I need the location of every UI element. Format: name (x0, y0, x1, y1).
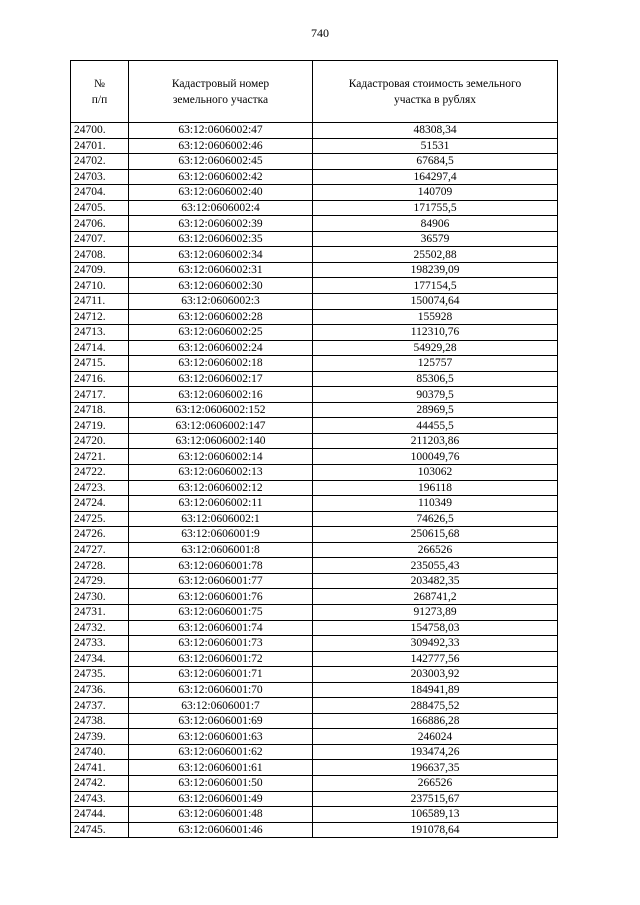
cadastral-cost-cell: 51531 (313, 138, 558, 154)
row-number-cell: 24738. (71, 713, 129, 729)
cadastral-cost-cell: 84906 (313, 216, 558, 232)
cadastral-number-cell: 63:12:0606002:1 (129, 511, 313, 527)
cadastral-cost-cell: 48308,34 (313, 123, 558, 139)
cadastral-number-cell: 63:12:0606001:61 (129, 760, 313, 776)
cadastral-cost-cell: 150074,64 (313, 294, 558, 310)
header-cadastral-number-line1: Кадастровый номер (171, 77, 270, 90)
cadastral-cost-cell: 211203,86 (313, 433, 558, 449)
row-number-cell: 24724. (71, 496, 129, 512)
cadastral-number-cell: 63:12:0606002:152 (129, 402, 313, 418)
table-row (71, 636, 558, 652)
cadastral-cost-cell: 154758,03 (313, 620, 558, 636)
cadastral-number-cell: 63:12:0606002:25 (129, 325, 313, 341)
cadastral-cost-cell: 193474,26 (313, 744, 558, 760)
cadastral-cost-cell: 246024 (313, 729, 558, 745)
row-number-cell: 24712. (71, 309, 129, 325)
cadastral-cost-cell: 164297,4 (313, 169, 558, 185)
row-number-cell: 24709. (71, 262, 129, 278)
row-number-cell: 24727. (71, 542, 129, 558)
row-number-cell: 24707. (71, 231, 129, 247)
header-cadastral-cost (313, 61, 558, 123)
cadastral-cost-cell: 196637,35 (313, 760, 558, 776)
cadastral-cost-cell: 309492,33 (313, 636, 558, 652)
row-number-cell: 24721. (71, 449, 129, 465)
cadastral-number-cell: 63:12:0606001:9 (129, 527, 313, 543)
cadastral-number-cell: 63:12:0606001:70 (129, 682, 313, 698)
cadastral-number-cell: 63:12:0606002:3 (129, 294, 313, 310)
cadastral-number-cell: 63:12:0606002:46 (129, 138, 313, 154)
table-row (71, 402, 558, 418)
row-number-cell: 24743. (71, 791, 129, 807)
header-row-number-line1: № (94, 77, 105, 90)
row-number-cell: 24704. (71, 185, 129, 201)
table-row (71, 791, 558, 807)
cadastral-cost-cell: 198239,09 (313, 262, 558, 278)
cadastral-number-cell: 63:12:0606002:16 (129, 387, 313, 403)
row-number-cell: 24728. (71, 558, 129, 574)
cadastral-number-cell: 63:12:0606002:140 (129, 433, 313, 449)
row-number-cell: 24735. (71, 667, 129, 683)
table-row (71, 216, 558, 232)
header-cadastral-cost-line1: Кадастровая стоимость земельного (348, 77, 522, 90)
table-row (71, 775, 558, 791)
table-row (71, 200, 558, 216)
cadastral-number-cell: 63:12:0606002:35 (129, 231, 313, 247)
table-row (71, 309, 558, 325)
cadastral-cost-cell: 91273,89 (313, 604, 558, 620)
cadastral-cost-cell: 237515,67 (313, 791, 558, 807)
table-row (71, 340, 558, 356)
table-row (71, 465, 558, 481)
row-number-cell: 24703. (71, 169, 129, 185)
table-row (71, 822, 558, 838)
cadastral-number-cell: 63:12:0606002:17 (129, 371, 313, 387)
cadastral-number-cell: 63:12:0606001:63 (129, 729, 313, 745)
table-row (71, 807, 558, 823)
header-cadastral-cost-line2: участка в рублях (393, 93, 476, 106)
cadastral-cost-cell: 103062 (313, 465, 558, 481)
cadastral-number-cell: 63:12:0606001:77 (129, 573, 313, 589)
table-row (71, 480, 558, 496)
cadastral-cost-cell: 36579 (313, 231, 558, 247)
header-row-number-line2: п/п (91, 93, 108, 106)
table-row (71, 558, 558, 574)
table-row (71, 418, 558, 434)
table-row (71, 169, 558, 185)
cadastral-cost-cell: 166886,28 (313, 713, 558, 729)
cadastral-number-cell: 63:12:0606001:78 (129, 558, 313, 574)
row-number-cell: 24700. (71, 123, 129, 139)
cadastral-number-cell: 63:12:0606002:31 (129, 262, 313, 278)
cadastral-cost-cell: 67684,5 (313, 154, 558, 170)
table-row (71, 682, 558, 698)
cadastral-cost-cell: 125757 (313, 356, 558, 372)
row-number-cell: 24731. (71, 604, 129, 620)
cadastral-cost-cell: 106589,13 (313, 807, 558, 823)
cadastral-number-cell: 63:12:0606002:11 (129, 496, 313, 512)
row-number-cell: 24706. (71, 216, 129, 232)
cadastral-number-cell: 63:12:0606001:74 (129, 620, 313, 636)
table-row (71, 729, 558, 745)
row-number-cell: 24723. (71, 480, 129, 496)
row-number-cell: 24741. (71, 760, 129, 776)
cadastral-number-cell: 63:12:0606002:40 (129, 185, 313, 201)
table-row (71, 294, 558, 310)
row-number-cell: 24730. (71, 589, 129, 605)
row-number-cell: 24719. (71, 418, 129, 434)
header-cadastral-number (129, 61, 313, 123)
table-row (71, 185, 558, 201)
cadastral-number-cell: 63:12:0606001:48 (129, 807, 313, 823)
row-number-cell: 24715. (71, 356, 129, 372)
cadastral-cost-cell: 268741,2 (313, 589, 558, 605)
row-number-cell: 24711. (71, 294, 129, 310)
cadastral-number-cell: 63:12:0606002:13 (129, 465, 313, 481)
cadastral-cost-cell: 100049,76 (313, 449, 558, 465)
cadastral-cost-cell: 266526 (313, 542, 558, 558)
table-row (71, 433, 558, 449)
table-row (71, 651, 558, 667)
table-row (71, 511, 558, 527)
table-row (71, 604, 558, 620)
row-number-cell: 24734. (71, 651, 129, 667)
row-number-cell: 24710. (71, 278, 129, 294)
row-number-cell: 24717. (71, 387, 129, 403)
row-number-cell: 24725. (71, 511, 129, 527)
table-row (71, 620, 558, 636)
cadastral-cost-cell: 155928 (313, 309, 558, 325)
table-row (71, 589, 558, 605)
table-row (71, 667, 558, 683)
cadastral-cost-cell: 54929,28 (313, 340, 558, 356)
row-number-cell: 24701. (71, 138, 129, 154)
table-row (71, 744, 558, 760)
row-number-cell: 24736. (71, 682, 129, 698)
table-row (71, 573, 558, 589)
cadastral-number-cell: 63:12:0606001:72 (129, 651, 313, 667)
table-row (71, 387, 558, 403)
table-row (71, 449, 558, 465)
cadastral-number-cell: 63:12:0606002:147 (129, 418, 313, 434)
table-row (71, 698, 558, 714)
table-row (71, 496, 558, 512)
cadastral-number-cell: 63:12:0606002:45 (129, 154, 313, 170)
row-number-cell: 24720. (71, 433, 129, 449)
table-body (71, 123, 558, 838)
cadastral-number-cell: 63:12:0606001:69 (129, 713, 313, 729)
row-number-cell: 24745. (71, 822, 129, 838)
table-row (71, 262, 558, 278)
row-number-cell: 24737. (71, 698, 129, 714)
cadastral-number-cell: 63:12:0606002:24 (129, 340, 313, 356)
cadastral-cost-cell: 90379,5 (313, 387, 558, 403)
cadastral-number-cell: 63:12:0606002:39 (129, 216, 313, 232)
cadastral-cost-cell: 250615,68 (313, 527, 558, 543)
row-number-cell: 24714. (71, 340, 129, 356)
cadastral-number-cell: 63:12:0606002:47 (129, 123, 313, 139)
cadastral-number-cell: 63:12:0606002:28 (129, 309, 313, 325)
table-row (71, 713, 558, 729)
cadastral-number-cell: 63:12:0606001:71 (129, 667, 313, 683)
cadastral-number-cell: 63:12:0606002:14 (129, 449, 313, 465)
cadastral-number-cell: 63:12:0606002:34 (129, 247, 313, 263)
cadastral-value-table (70, 60, 558, 838)
row-number-cell: 24732. (71, 620, 129, 636)
cadastral-cost-cell: 44455,5 (313, 418, 558, 434)
row-number-cell: 24708. (71, 247, 129, 263)
row-number-cell: 24740. (71, 744, 129, 760)
header-row-number (71, 61, 129, 123)
cadastral-cost-cell: 110349 (313, 496, 558, 512)
cadastral-cost-cell: 288475,52 (313, 698, 558, 714)
table-header (71, 61, 558, 123)
row-number-cell: 24722. (71, 465, 129, 481)
row-number-cell: 24726. (71, 527, 129, 543)
cadastral-number-cell: 63:12:0606001:75 (129, 604, 313, 620)
table-row (71, 123, 558, 139)
cadastral-number-cell: 63:12:0606002:42 (129, 169, 313, 185)
row-number-cell: 24729. (71, 573, 129, 589)
row-number-cell: 24705. (71, 200, 129, 216)
header-row (71, 61, 558, 123)
cadastral-cost-cell: 177154,5 (313, 278, 558, 294)
cadastral-cost-cell: 25502,88 (313, 247, 558, 263)
cadastral-cost-cell: 203482,35 (313, 573, 558, 589)
cadastral-cost-cell: 171755,5 (313, 200, 558, 216)
table-row (71, 278, 558, 294)
cadastral-number-cell: 63:12:0606001:8 (129, 542, 313, 558)
cadastral-cost-cell: 191078,64 (313, 822, 558, 838)
table-row (71, 247, 558, 263)
header-cadastral-number-line2: земельного участка (172, 93, 269, 106)
cadastral-cost-cell: 196118 (313, 480, 558, 496)
cadastral-number-cell: 63:12:0606002:12 (129, 480, 313, 496)
cadastral-number-cell: 63:12:0606001:73 (129, 636, 313, 652)
row-number-cell: 24744. (71, 807, 129, 823)
table-row (71, 325, 558, 341)
cadastral-cost-cell: 266526 (313, 775, 558, 791)
row-number-cell: 24713. (71, 325, 129, 341)
cadastral-cost-cell: 74626,5 (313, 511, 558, 527)
cadastral-number-cell: 63:12:0606001:46 (129, 822, 313, 838)
cadastral-cost-cell: 85306,5 (313, 371, 558, 387)
row-number-cell: 24742. (71, 775, 129, 791)
row-number-cell: 24702. (71, 154, 129, 170)
table-row (71, 527, 558, 543)
cadastral-cost-cell: 203003,92 (313, 667, 558, 683)
cadastral-number-cell: 63:12:0606002:30 (129, 278, 313, 294)
cadastral-number-cell: 63:12:0606002:4 (129, 200, 313, 216)
table-row (71, 356, 558, 372)
cadastral-cost-cell: 235055,43 (313, 558, 558, 574)
cadastral-cost-cell: 184941,89 (313, 682, 558, 698)
row-number-cell: 24733. (71, 636, 129, 652)
cadastral-number-cell: 63:12:0606001:62 (129, 744, 313, 760)
cadastral-number-cell: 63:12:0606002:18 (129, 356, 313, 372)
row-number-cell: 24739. (71, 729, 129, 745)
table-row (71, 231, 558, 247)
cadastral-cost-cell: 142777,56 (313, 651, 558, 667)
cadastral-number-cell: 63:12:0606001:50 (129, 775, 313, 791)
row-number-cell: 24718. (71, 402, 129, 418)
page-number: 740 (311, 26, 329, 40)
row-number-cell: 24716. (71, 371, 129, 387)
cadastral-number-cell: 63:12:0606001:49 (129, 791, 313, 807)
cadastral-cost-cell: 28969,5 (313, 402, 558, 418)
table-row (71, 760, 558, 776)
cadastral-number-cell: 63:12:0606001:7 (129, 698, 313, 714)
table-row (71, 371, 558, 387)
table-row (71, 542, 558, 558)
cadastral-cost-cell: 112310,76 (313, 325, 558, 341)
cadastral-cost-cell: 140709 (313, 185, 558, 201)
cadastral-number-cell: 63:12:0606001:76 (129, 589, 313, 605)
table-row (71, 154, 558, 170)
table-row (71, 138, 558, 154)
